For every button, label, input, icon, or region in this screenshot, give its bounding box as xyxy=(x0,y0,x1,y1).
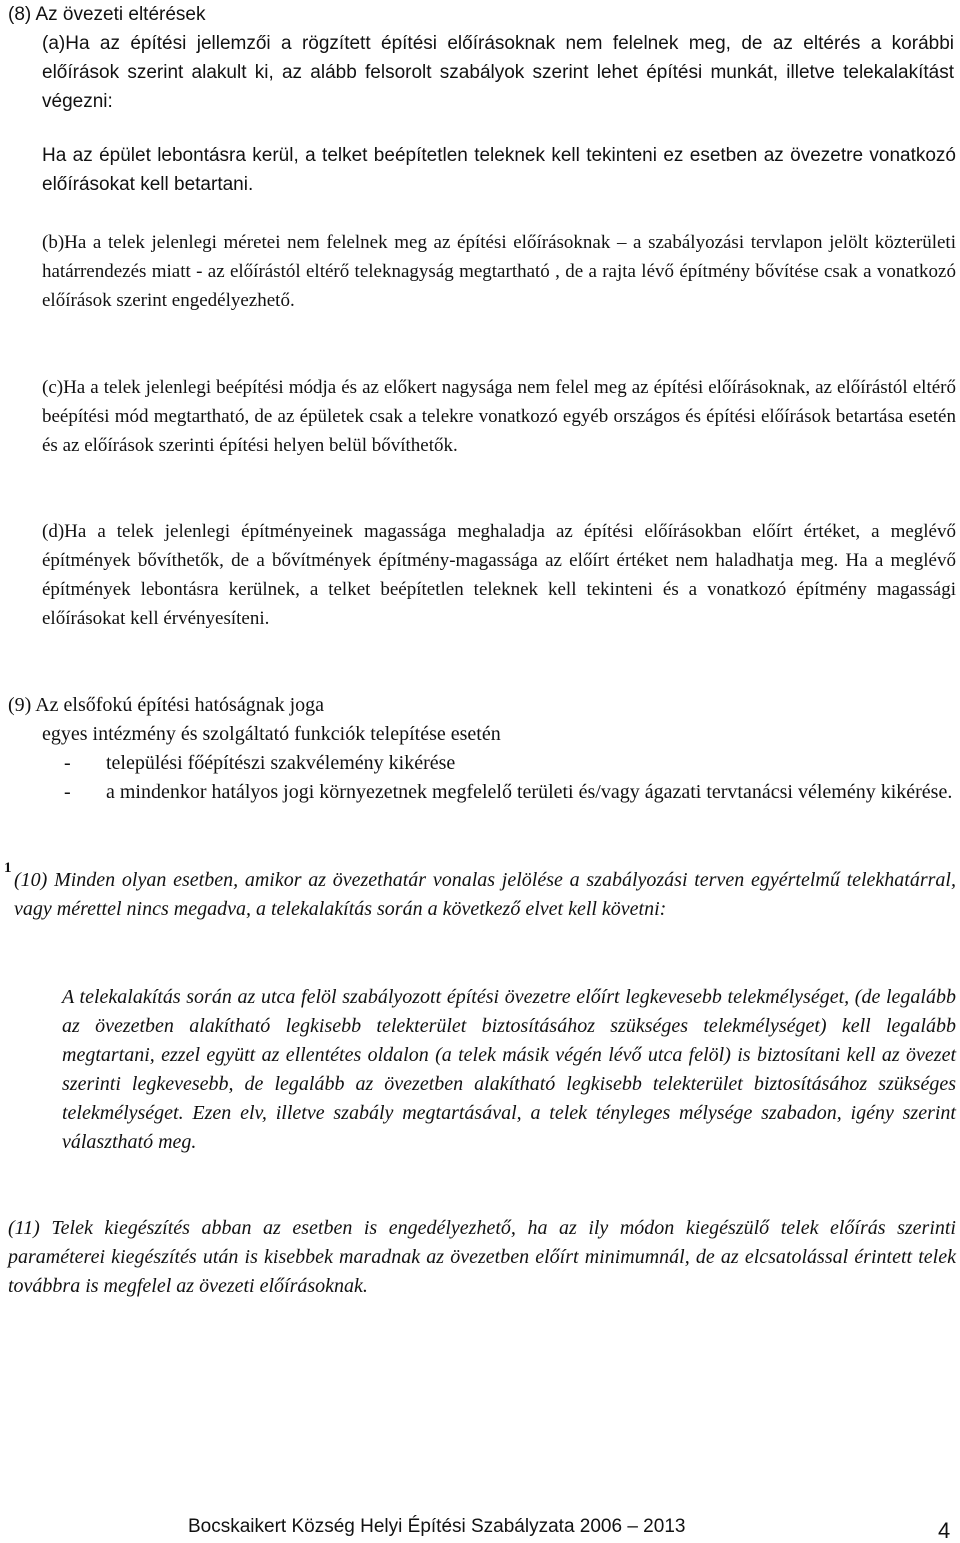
dash-bullet: - xyxy=(64,781,71,803)
dash-bullet: - xyxy=(64,752,71,774)
section-9-heading: (9) Az elsőfokú építési hatóságnak joga xyxy=(8,694,325,716)
section-9-item-text: települési főépítészi szakvélemény kikérése xyxy=(106,752,456,774)
section-8-heading: (8) Az övezeti eltérések xyxy=(8,4,206,25)
section-8c: (c)Ha a telek jelenlegi beépítési módja és az előkert nagysága nem felel meg az építési előírásoknak, az előírástól eltérő beépítési mód megtartható, de az épületek csak a telekre vonatkozó egyéb országos és építési előírások betartása esetén és az előírások szerinti építési helyen belül bővíthetők. xyxy=(42,377,956,456)
section-8d: (d)Ha a telek jelenlegi építményeinek magassága meghaladja az építési előírásokban előírt értéket, a meglévő építmények bővíthetők, de a bővítmények építmény-magassága az előírt értéket nem haladhatja meg. Ha a meglévő építmények lebontásra kerülnek, a telket beépítetlen teleknek kell tekinteni és a vonatkozó építmény magassági előírásokat kell érvényesíteni. xyxy=(42,521,956,629)
section-11-text: (11) Telek kiegészítés abban az esetben is engedélyezhető, ha az ily módon kiegészülő telek előírás szerinti paraméterei kiegészítés után is kisebbek maradnak az övezetben előírt minimumnál, de az elcsatolással érintett telek továbbra is megfelel az övezeti előírásoknak. xyxy=(8,1217,956,1297)
section-8a-intro: (a)Ha az építési jellemzői a rögzített építési előírásoknak nem felelnek meg, de az eltérés a korábbi előírások szerint alakult ki, az alább felsorolt szabályok szerint lehet építési munkát, illetve telekalakítást végezni: xyxy=(42,33,954,112)
section-9-item xyxy=(42,749,956,778)
footer-title: Bocskaikert Község Helyi Építési Szabályzata 2006 – 2013 xyxy=(188,1516,686,1537)
section-10-principle: A telekalakítás során az utca felöl szabályozott építési övezetre előírt legkevesebb telekmélységet, (de legalább az övezetben alakítható legkisebb telekterület biztosításához szükséges telekmélységet) kell legalább megtartani, ezzel együtt az ellentétes oldalon (a telek másik végén lévő utca felöl) is biztosítani kell az övezet szerinti legkevesebb, de legalább az övezetben alakítható legkisebb telekterület biztosításához szükséges telekmélységet. Ezen elv, illetve szabály megtartásával, a telek tényleges mélysége szabadon, igény szerint választható meg. xyxy=(62,986,956,1153)
section-8b: (b)Ha a telek jelenlegi méretei nem felelnek meg az építési előírásoknak – a szabályozási tervlapon jelölt közterületi határrendezés miatt - az előírástól eltérő teleknagyság megtartható , de a rajta lévő építmény bővítése csak a vonatkozó előírások szerint engedélyezhető. xyxy=(42,232,956,311)
section-10-text: (10) Minden olyan esetben, amikor az övezethatár vonalas jelölése a szabályozási terven egyértelmű telekhatárral, vagy mérettel nincs megadva, a telekalakítás során a következő elvet kell követni: xyxy=(14,869,956,920)
section-9-intro: egyes intézmény és szolgáltató funkciók telepítése esetén xyxy=(42,723,501,745)
section-9-item xyxy=(42,778,956,836)
section-10-footnote-mark xyxy=(4,860,12,877)
section-9-item-text: a mindenkor hatályos jogi környezetnek megfelelő területi és/vagy ágazati tervtanácsi vélemény kikérése. xyxy=(106,781,953,803)
section-8a-rule: Ha az épület lebontásra kerül, a telket beépítetlen teleknek kell tekinteni ez esetben az övezetre vonatkozó előírásokat kell betartani. xyxy=(42,145,956,195)
page-number: 4 xyxy=(938,1518,951,1543)
footnote-marker: 1 xyxy=(4,860,12,876)
